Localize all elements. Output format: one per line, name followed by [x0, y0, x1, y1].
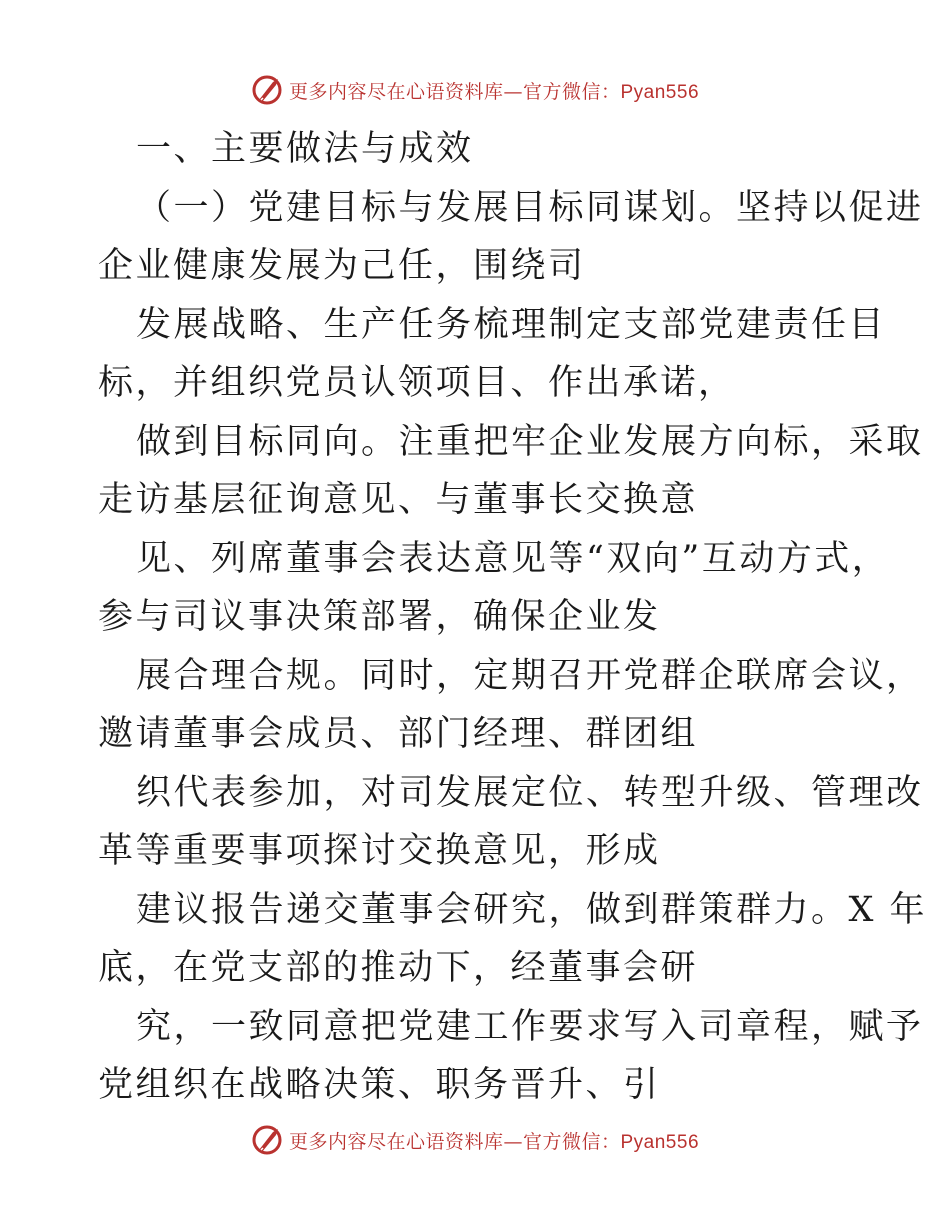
paragraph-line: （一）党建目标与发展目标同谋划。坚持以促进 [136, 187, 924, 228]
paragraph-line: 底，在党支部的推动下，经董事会研 [98, 948, 699, 988]
quill-pen-icon [251, 1123, 285, 1157]
banner-text [289, 77, 699, 104]
section-heading: 一、主要做法与成效 [136, 129, 474, 169]
paragraph-line: 标，并组织党员认领项目、作出承诺， [98, 363, 736, 403]
paragraph-line: 究，一致同意把党建工作要求写入司章程，赋予 [136, 1006, 924, 1047]
paragraph-line: 展合理合规。同时，定期召开党群企联席会议， [136, 655, 924, 696]
paragraph-line: 企业健康发展为己任，围绕司 [98, 246, 586, 286]
document-body [98, 120, 928, 1115]
banner-text-cn: 更多内容尽在心语资料库—官方微信： [288, 1130, 621, 1153]
paragraph-line: 参与司议事决策部署，确保企业发 [98, 597, 661, 637]
paragraph-line: 做到目标同向。注重把牢企业发展方向标，采取 [136, 421, 924, 462]
paragraph-line: 建议报告递交董事会研究，做到群策群力。X 年 [136, 889, 928, 930]
footer-banner [0, 1118, 950, 1162]
quill-pen-icon [251, 73, 285, 107]
header-banner [0, 68, 950, 112]
paragraph-line: 走访基层征询意见、与董事长交换意 [98, 480, 699, 520]
banner-wechat-id: Pyan556 [620, 81, 700, 103]
banner-text [289, 1127, 699, 1154]
banner-wechat-id: Pyan556 [620, 1131, 700, 1153]
paragraph-line: 邀请董事会成员、部门经理、群团组 [98, 714, 699, 754]
paragraph-line: 发展战略、生产任务梳理制定支部党建责任目 [136, 304, 887, 345]
paragraph-line: 党组织在战略决策、职务晋升、引 [98, 1065, 661, 1105]
banner-text-cn: 更多内容尽在心语资料库—官方微信： [288, 80, 621, 103]
paragraph-line: 织代表参加，对司发展定位、转型升级、管理改 [136, 772, 924, 813]
paragraph-line: 见、列席董事会表达意见等“双向”互动方式， [136, 538, 890, 579]
paragraph-line: 革等重要事项探讨交换意见，形成 [98, 831, 661, 871]
